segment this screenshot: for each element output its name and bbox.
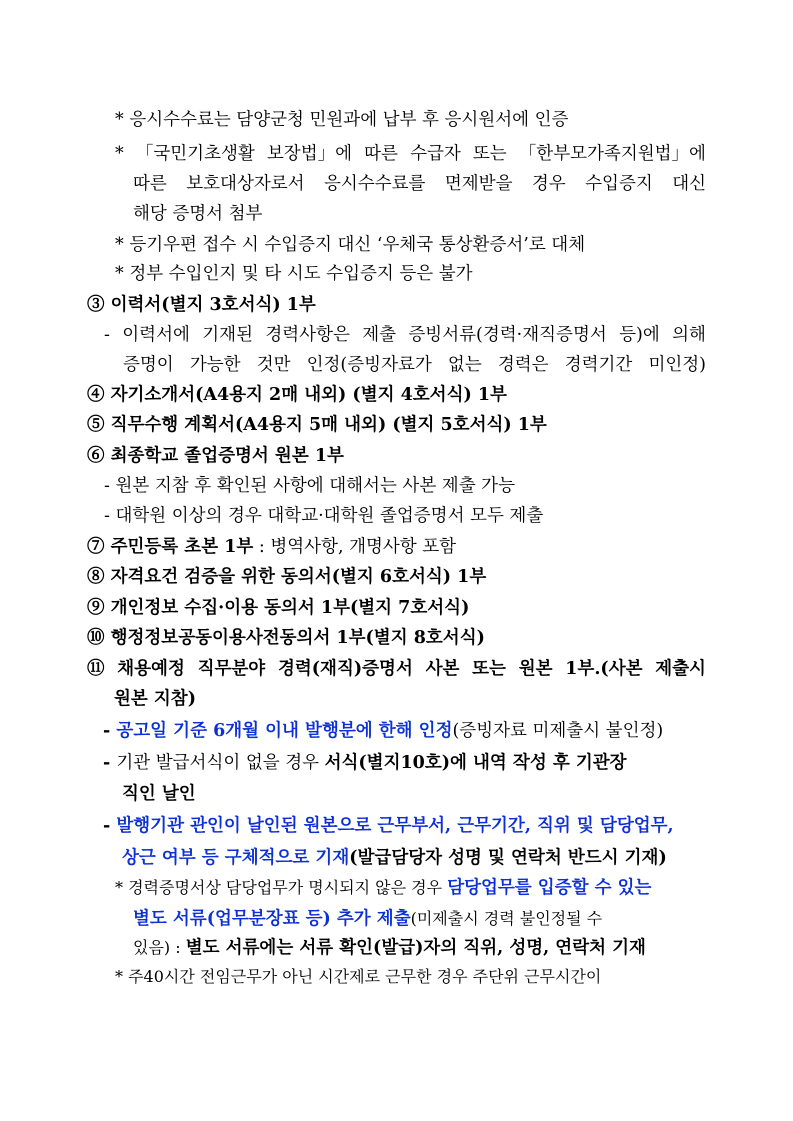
text-segment: 별도 서류에는 서류 확인(발급)자의 직위, 성명, 연락처 기재 [185,938,646,958]
career-note-2-cont [122,783,196,805]
text-segment: - [103,753,117,773]
text-segment: 별도 서류(업무분장표 등) 추가 제출 [133,909,411,929]
word: 보장법」에 [266,144,353,164]
word: 직무분야 [197,659,266,679]
career-note-1 [103,720,663,742]
item-11-career-certificate [87,658,706,680]
text-segment: - [103,816,117,836]
item-4-self-intro [87,384,507,406]
text-segment: 발행기관 관인이 날인된 원본으로 근무부서, 근무기간, 직위 및 담당업무, [116,816,674,836]
word: 기재된 [202,325,253,345]
word: 이력서에 [122,325,190,345]
word: 사본 [425,659,460,679]
diploma-note-2 [104,505,543,527]
word: 것만 [256,355,291,375]
text-segment: 있음) : [133,938,186,957]
item-5-work-plan [87,414,547,436]
text-segment: 원본 지참) [114,689,196,709]
text-segment: ⑥ 최종학교 졸업증명서 원본 1부 [87,446,344,466]
text-segment: 해당 증명서 첨부 [133,204,263,224]
fee-note-2-cont [133,173,706,195]
word: 가능한 [189,355,241,375]
word: 제출 [362,325,397,345]
text-segment: * 응시수수료는 담양군청 민원과에 납부 후 응시원서에 인증 [115,110,569,130]
text-segment: ⑨ 개인정보 수집·이용 동의서 1부(별지 7호서식) [87,598,470,618]
resume-note-cont [123,354,706,376]
item-3-resume [87,294,316,316]
word: 면제받을 [444,174,513,194]
word: 증빙서류(경력·재직증명서 [408,325,607,345]
text-segment: * 주40시간 전임근무가 아닌 시간제로 근무한 경우 주단위 근무시간이 [115,967,602,986]
word: 제출시 [655,659,706,679]
career-note-4 [115,877,651,899]
text-segment: (발급담당자 성명 및 연락처 반드시 기재) [349,848,667,868]
text-segment: 서식(별지10호)에 내역 작성 후 기관장 [324,753,627,773]
fee-note-3 [115,234,585,256]
word: 경우 [531,174,566,194]
item-10-info-sharing-consent [87,627,485,649]
text-segment: ⑩ 행정정보공동이용사전동의서 1부(별지 8호서식) [87,628,485,648]
word: 응시수수료를 [324,174,426,194]
diploma-note-1 [104,475,515,497]
career-note-4-cont2 [133,937,646,959]
word: 「국민기초생활 [135,144,255,164]
item-6-diploma [87,445,344,467]
text-segment: ⑦ 주민등록 초본 1부 [87,537,254,557]
fee-note-1 [115,109,568,131]
text-segment: ⑤ 직무수행 계획서(A4용지 5매 내외) (별지 5호서식) 1부 [87,415,547,435]
text-segment: : 병역사항, 개명사항 포함 [253,537,457,557]
text-segment: (미제출시 경력 불인정될 수 [410,909,603,928]
item-7-resident-abstract [87,536,456,558]
word: 1부.(사본 [565,659,643,679]
text-segment: 상근 여부 등 구체적으로 기재 [122,848,350,868]
text-segment: 공고일 기준 6개월 이내 발행분에 한해 인정 [116,721,453,741]
text-segment: (증빙자료 미제출시 불인정) [452,721,664,741]
word: 대신 [672,174,706,194]
text-segment: * 경력증명서상 담당업무가 명시되지 않은 경우 [115,878,448,897]
career-note-5 [115,966,601,988]
word: 경력은 [497,355,549,375]
word: 없는 [447,355,482,375]
word: - [104,325,110,345]
item-11-cont [114,688,196,710]
text-segment: 기관 발급서식이 없을 경우 [116,753,325,773]
word: 따른 [364,144,398,164]
fee-note-2-cont2 [133,203,262,225]
career-note-3-cont [122,847,667,869]
item-9-privacy-consent [87,597,469,619]
word: 또는 [472,659,506,679]
word: 의해 [672,325,706,345]
text-segment: ③ 이력서(별지 3호서식) 1부 [87,295,316,315]
word: 원본 [518,659,553,679]
text-segment: * 등기우편 접수 시 수입증지 대신 ‘우체국 통상환증서’로 대체 [115,235,586,255]
text-segment: 담당업무를 입증할 수 있는 [447,878,652,898]
text-segment: 직인 날인 [122,784,196,804]
career-note-2 [103,752,627,774]
word: 「한부모가족지원법」에 [518,144,706,164]
fee-note-4 [115,263,473,285]
word: 수입증지 [585,174,653,194]
word: 따른 [133,174,167,194]
fee-note-2 [115,143,706,165]
word: 경력(재직)증명서 [277,659,413,679]
word: 인정(증빙자료가 [306,355,432,375]
word: 증명이 [123,355,174,375]
word: 경력기간 [564,355,633,375]
word: * [115,144,124,164]
word: 또는 [472,144,507,164]
item-8-consent [87,566,486,588]
word: 경력사항은 [265,325,350,345]
text-segment: ④ 자기소개서(A4용지 2매 내외) (별지 4호서식) 1부 [87,385,507,405]
text-segment: - 대학원 이상의 경우 대학교·대학원 졸업증명서 모두 제출 [104,506,544,526]
word: 채용예정 [117,659,185,679]
text-segment: * 정부 수입인지 및 타 시도 수입증지 등은 불가 [115,264,473,284]
word: 미인정) [648,355,706,375]
resume-note [104,324,706,346]
text-segment: ⑧ 자격요건 검증을 위한 동의서(별지 6호서식) 1부 [87,567,487,587]
word: 수급자 [410,144,461,164]
text-segment: - 원본 지참 후 확인된 사항에 대해서는 사본 제출 가능 [104,476,515,496]
word: ⑪ [87,659,105,679]
career-note-3 [103,815,674,837]
word: 보호대상자로서 [186,174,305,194]
text-segment: - [103,721,117,741]
word: 등)에 [619,325,660,345]
career-note-4-cont [133,908,602,930]
